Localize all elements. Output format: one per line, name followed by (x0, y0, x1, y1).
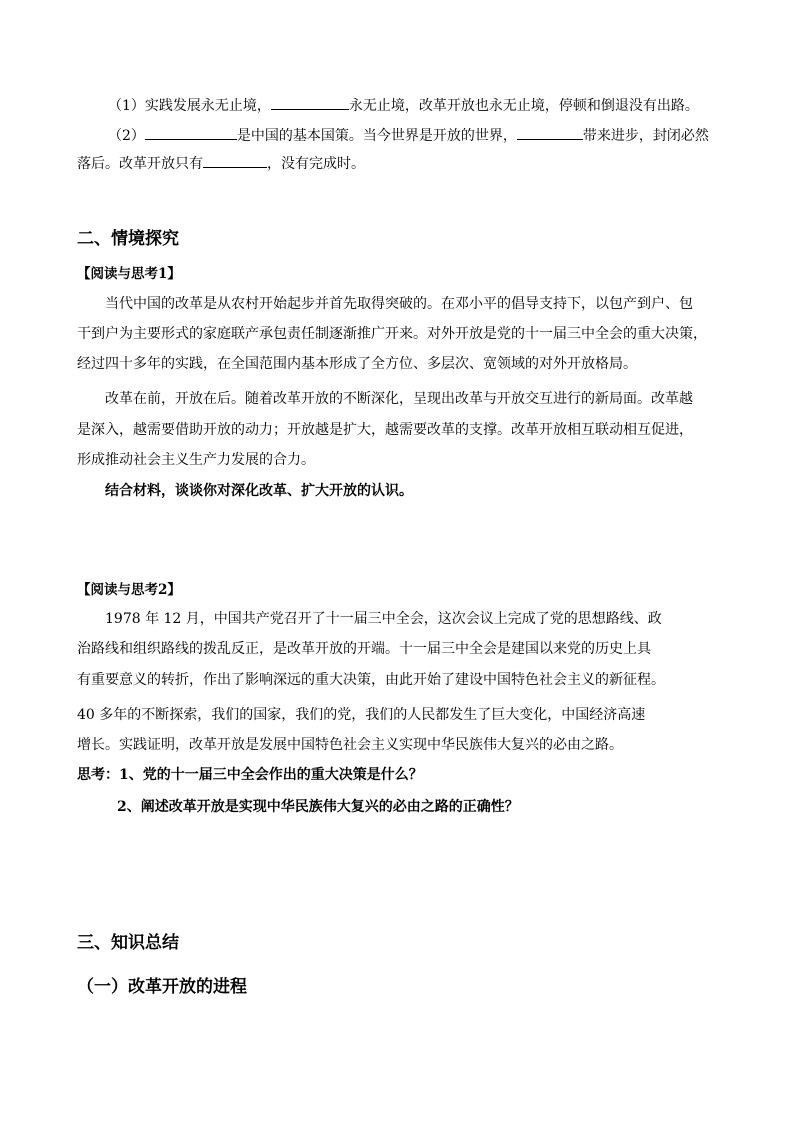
paragraph-line: 有重要意义的转折，作出了影响深远的重大决策，由此开始了建设中国特色社会主义的新征程。 (77, 672, 665, 688)
paragraph-line: 改革在前，开放在后。随着改革开放的不断深化，呈现出改革与开放交互进行的新局面。改革越 (105, 391, 693, 407)
read-think-2-tag: 【阅读与思考2】 (77, 582, 181, 598)
question-text: 是中国的基本国策。当今世界是开放的世界， (236, 128, 517, 144)
answer-blank[interactable] (145, 125, 237, 140)
think-question-2: 2、阐述改革开放是实现中华民族伟大复兴的必由之路的正确性？ (117, 799, 519, 815)
read-think-1-tag: 【阅读与思考1】 (77, 266, 181, 282)
paragraph-line: 1978 年 12 月，中国共产党召开了十一届三中全会，这次会议上完成了党的思想路线、政 (105, 611, 662, 627)
section-title: 二、情境探究 (77, 229, 179, 249)
question-text: 带来进步，封闭必然 (582, 128, 709, 144)
question-number: （1） (108, 98, 145, 114)
question-number: （2） (108, 128, 145, 144)
paragraph-line: 增长。实践证明，改革开放是发展中国特色社会主义实现中华民族伟大复兴的必由之路。 (77, 737, 623, 753)
paragraph-line: 当代中国的改革是从农村开始起步并首先取得突破的。在邓小平的倡导支持下，以包产到户、包 (105, 296, 693, 312)
paragraph-line: 经过四十多年的实践，在全国范围内基本形成了全方位、多层次、宽领域的对外开放格局。 (77, 356, 637, 372)
paragraph-line: 干到户为主要形式的家庭联产承包责任制逐渐推广开来。对外开放是党的十一届三中全会的重大决策， (77, 326, 707, 342)
answer-blank[interactable] (517, 125, 583, 140)
answer-blank[interactable] (203, 153, 267, 168)
read-think-1-question: 结合材料，谈谈你对深化改革、扩大开放的认识。 (105, 483, 413, 499)
fill-in-question-2 (108, 125, 709, 146)
question-text: ，没有完成时。 (267, 156, 365, 172)
subsection-title: （一）改革开放的进程 (77, 977, 247, 997)
paragraph-line: 40 多年的不断探索，我们的国家，我们的党，我们的人民都发生了巨大变化，中国经济高速 (77, 707, 646, 723)
question-text: 永无止境，改革开放也永无止境，停顿和倒退没有出路。 (348, 98, 699, 114)
paragraph-line: 形成推动社会主义生产力发展的合力。 (77, 452, 315, 468)
question-text: 落后。改革开放只有 (77, 156, 203, 172)
question-text: 实践发展永无止境， (144, 98, 271, 114)
fill-in-question-1 (108, 95, 699, 116)
section-title: 三、知识总结 (77, 933, 179, 953)
think-question-1: 思考：1、党的十一届三中全会作出的重大决策是什么？ (77, 767, 423, 783)
paragraph-line: 治路线和组织路线的拨乱反正，是改革开放的开端。十一届三中全会是建国以来党的历史上具 (77, 641, 651, 657)
paragraph-line: 是深入，越需要借助开放的动力；开放越是扩大，越需要改革的支撑。改革开放相互联动相互促进， (77, 422, 693, 438)
answer-blank[interactable] (271, 95, 349, 110)
fill-in-question-2-cont (77, 153, 365, 174)
